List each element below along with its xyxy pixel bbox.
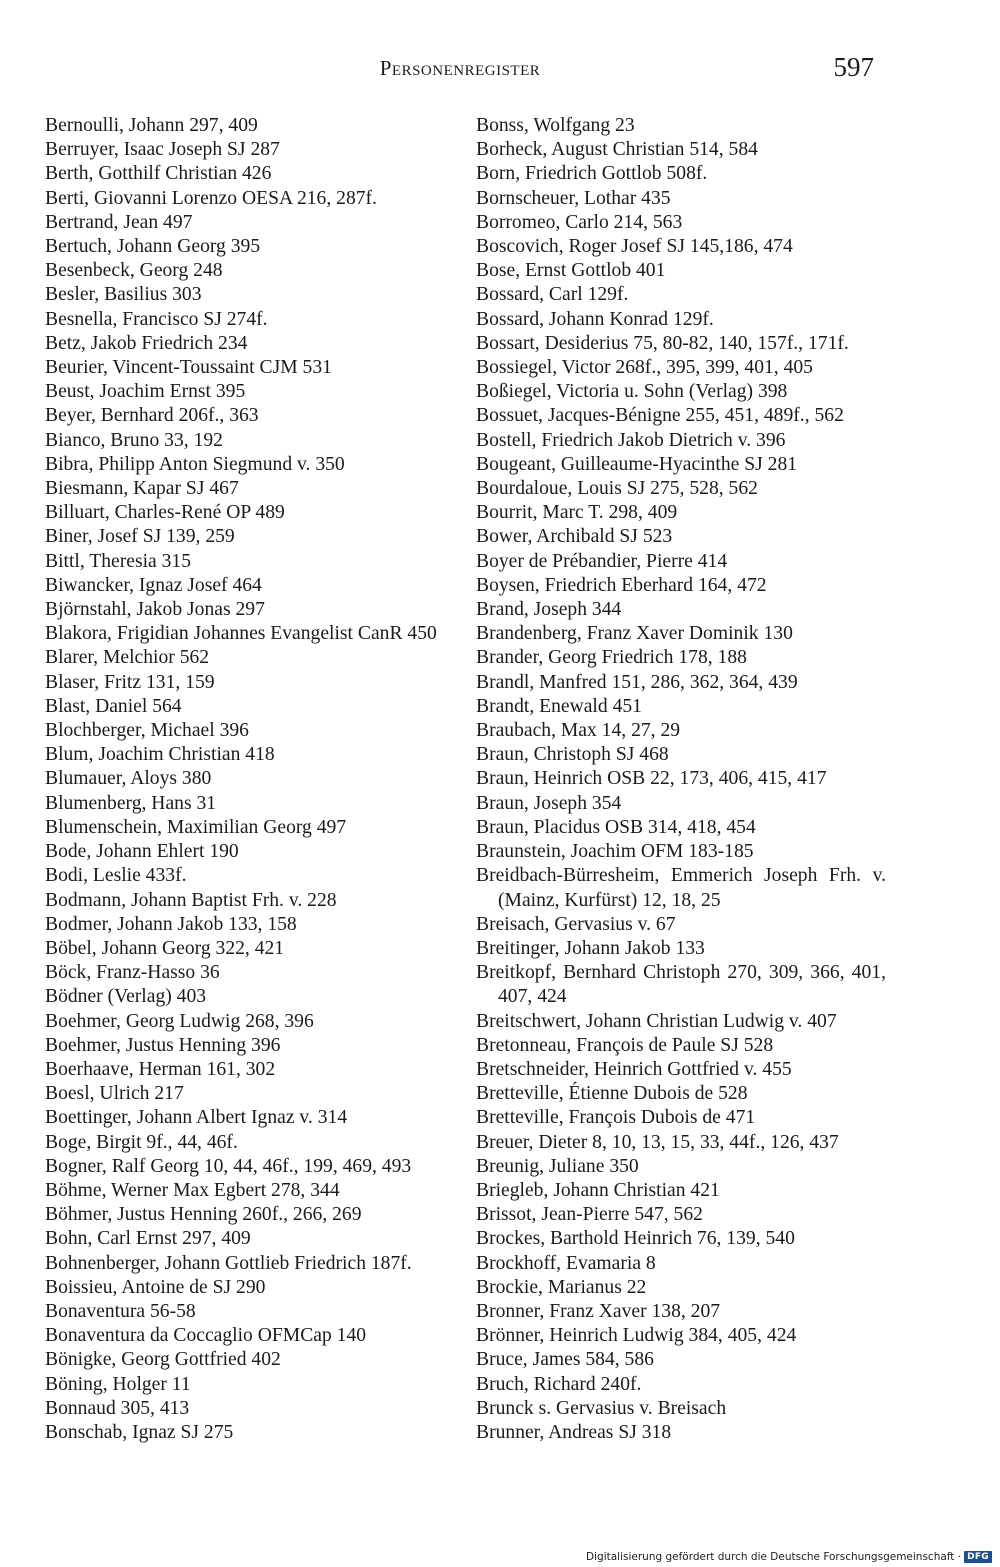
index-entry: Breuer, Dieter 8, 10, 13, 15, 33, 44f., 126, 437 xyxy=(476,1131,839,1153)
index-entry: Bödner (Verlag) 403 xyxy=(45,986,207,1008)
index-entry: Beurier, Vincent-Toussaint CJM 531 xyxy=(45,357,332,379)
index-entry: Breunig, Juliane 350 xyxy=(476,1155,639,1177)
index-entry: Bodi, Leslie 433f. xyxy=(45,865,187,887)
index-entry: Bernoulli, Johann 297, 409 xyxy=(45,115,258,136)
index-entry: Boysen, Friedrich Eberhard 164, 472 xyxy=(476,574,767,596)
index-entry: Brockes, Barthold Heinrich 76, 139, 540 xyxy=(476,1228,795,1250)
index-entry: Bonaventura da Coccaglio OFMCap 140 xyxy=(45,1325,367,1347)
index-entry: Bohn, Carl Ernst 297, 409 xyxy=(45,1228,251,1250)
index-entry: Berti, Giovanni Lorenzo OESA 216, 287f. xyxy=(45,187,377,209)
index-column-left xyxy=(45,114,455,1445)
index-entry: Braunstein, Joachim OFM 183-185 xyxy=(476,841,754,863)
index-entry: Boßiegel, Victoria u. Sohn (Verlag) 398 xyxy=(476,381,788,403)
index-entry: Blumenberg, Hans 31 xyxy=(45,792,217,814)
index-entry: Biesmann, Kapar SJ 467 xyxy=(45,478,239,500)
index-entry: Bourrit, Marc T. 298, 409 xyxy=(476,502,678,524)
index-entry: Bourdaloue, Louis SJ 275, 528, 562 xyxy=(476,478,758,500)
index-entry: Boesl, Ulrich 217 xyxy=(45,1083,184,1105)
index-entry: Bönigke, Georg Gottfried 402 xyxy=(45,1349,281,1371)
index-entry: Braun, Christoph SJ 468 xyxy=(476,744,669,766)
index-entry: Braun, Heinrich OSB 22, 173, 406, 415, 417 xyxy=(476,768,827,790)
index-entry: Bonss, Wolfgang 23 xyxy=(476,115,635,136)
index-entry: Böhmer, Justus Henning 260f., 266, 269 xyxy=(45,1204,362,1226)
index-entry: Betz, Jakob Friedrich 234 xyxy=(45,332,248,354)
index-entry: Bretteville, François Dubois de 471 xyxy=(476,1107,756,1129)
index-entry: Breitkopf, Bernhard Christoph 270, 309, 366, 401, 407, 424 xyxy=(476,962,886,1008)
index-entry: Boge, Birgit 9f., 44, 46f. xyxy=(45,1131,238,1153)
index-entry: Brand, Joseph 344 xyxy=(476,599,622,621)
index-entry: Bonaventura 56-58 xyxy=(45,1300,196,1322)
index-entry: Bibra, Philipp Anton Siegmund v. 350 xyxy=(45,453,345,475)
index-entry: Bertrand, Jean 497 xyxy=(45,211,193,233)
index-entry: Bossard, Johann Konrad 129f. xyxy=(476,308,714,330)
page-title: Personenregister xyxy=(379,56,541,80)
index-entry: Bruce, James 584, 586 xyxy=(476,1349,654,1371)
index-entry: Blaser, Fritz 131, 159 xyxy=(45,671,215,693)
index-entry: Björnstahl, Jakob Jonas 297 xyxy=(45,599,265,621)
index-entry: Böhme, Werner Max Egbert 278, 344 xyxy=(45,1179,340,1201)
index-entry: Brander, Georg Friedrich 178, 188 xyxy=(476,647,747,669)
index-entry: Berruyer, Isaac Joseph SJ 287 xyxy=(45,139,280,161)
index-entry: Blumauer, Aloys 380 xyxy=(45,768,212,790)
index-entry: Braun, Joseph 354 xyxy=(476,792,622,814)
index-entry: Borromeo, Carlo 214, 563 xyxy=(476,211,683,233)
index-entry: Bretschneider, Heinrich Gottfried v. 455 xyxy=(476,1058,792,1080)
index-entry: Boerhaave, Herman 161, 302 xyxy=(45,1058,276,1080)
index-entry: Besler, Basilius 303 xyxy=(45,284,202,306)
index-entry: Brockie, Marianus 22 xyxy=(476,1276,647,1298)
index-entry: Bose, Ernst Gottlob 401 xyxy=(476,260,666,282)
index-entry: Bossuet, Jacques-Bénigne 255, 451, 489f., 562 xyxy=(476,405,844,427)
dfg-logo: DFG xyxy=(964,1551,992,1563)
index-entry: Brockhoff, Evamaria 8 xyxy=(476,1252,656,1274)
index-entry: Bossard, Carl 129f. xyxy=(476,284,629,306)
index-entry: Bronner, Franz Xaver 138, 207 xyxy=(476,1300,721,1322)
index-column-right xyxy=(476,114,886,1445)
index-entry: Blarer, Melchior 562 xyxy=(45,647,210,669)
index-entry: Bittl, Theresia 315 xyxy=(45,550,192,572)
index-entry: Brunner, Andreas SJ 318 xyxy=(476,1421,672,1443)
index-entry: Breitinger, Johann Jakob 133 xyxy=(476,937,705,959)
index-entry: Boettinger, Johann Albert Ignaz v. 314 xyxy=(45,1107,348,1129)
index-entry: Bostell, Friedrich Jakob Dietrich v. 396 xyxy=(476,429,786,451)
index-entry: Bonschab, Ignaz SJ 275 xyxy=(45,1421,234,1443)
index-entry: Boyer de Prébandier, Pierre 414 xyxy=(476,550,728,572)
index-entry: Bornscheuer, Lothar 435 xyxy=(476,187,671,209)
index-entry: Berth, Gotthilf Christian 426 xyxy=(45,163,272,185)
index-entry: Bertuch, Johann Georg 395 xyxy=(45,236,261,258)
index-entry: Briegleb, Johann Christian 421 xyxy=(476,1179,720,1201)
index-entry: Blast, Daniel 564 xyxy=(45,695,182,717)
index-entry: Breitschwert, Johann Christian Ludwig v. 407 xyxy=(476,1010,837,1032)
index-entry: Breisach, Gervasius v. 67 xyxy=(476,913,676,935)
index-entry: Brunck s. Gervasius v. Breisach xyxy=(476,1397,727,1419)
index-entry: Biwancker, Ignaz Josef 464 xyxy=(45,574,262,596)
index-entry: Boehmer, Georg Ludwig 268, 396 xyxy=(45,1010,314,1032)
index-entry: Brandl, Manfred 151, 286, 362, 364, 439 xyxy=(476,671,798,693)
index-entry: Boscovich, Roger Josef SJ 145,186, 474 xyxy=(476,236,793,258)
index-entry: Biner, Josef SJ 139, 259 xyxy=(45,526,235,548)
index-entry: Böbel, Johann Georg 322, 421 xyxy=(45,937,285,959)
index-entry: Bossart, Desiderius 75, 80-82, 140, 157f., 171f. xyxy=(476,332,849,354)
index-entry: Bianco, Bruno 33, 192 xyxy=(45,429,223,451)
index-entry: Borheck, August Christian 514, 584 xyxy=(476,139,758,161)
index-entry: Beust, Joachim Ernst 395 xyxy=(45,381,246,403)
index-entry: Bode, Johann Ehlert 190 xyxy=(45,841,239,863)
index-entry: Braubach, Max 14, 27, 29 xyxy=(476,720,681,742)
index-entry: Bretonneau, François de Paule SJ 528 xyxy=(476,1034,774,1056)
digitization-footer xyxy=(586,1551,992,1563)
index-entry: Bodmer, Johann Jakob 133, 158 xyxy=(45,913,297,935)
index-entry: Bougeant, Guilleaume-Hyacinthe SJ 281 xyxy=(476,453,798,475)
index-entry: Boissieu, Antoine de SJ 290 xyxy=(45,1276,266,1298)
index-entry: Bohnenberger, Johann Gottlieb Friedrich 187f. xyxy=(45,1252,412,1274)
index-entry: Bogner, Ralf Georg 10, 44, 46f., 199, 469, 493 xyxy=(45,1155,412,1177)
index-entry: Billuart, Charles-René OP 489 xyxy=(45,502,285,524)
index-entry: Braun, Placidus OSB 314, 418, 454 xyxy=(476,816,756,838)
index-entry: Breidbach-Bürresheim, Emmerich Joseph Frh. v. (Mainz, Kurfürst) 12, 18, 25 xyxy=(476,865,886,911)
index-entry: Born, Friedrich Gottlob 508f. xyxy=(476,163,708,185)
index-entry: Besenbeck, Georg 248 xyxy=(45,260,223,282)
index-entry: Boehmer, Justus Henning 396 xyxy=(45,1034,281,1056)
index-entry: Besnella, Francisco SJ 274f. xyxy=(45,308,268,330)
index-entry: Bodmann, Johann Baptist Frh. v. 228 xyxy=(45,889,337,911)
index-entry: Blumenschein, Maximilian Georg 497 xyxy=(45,816,347,838)
index-entry: Brandenberg, Franz Xaver Dominik 130 xyxy=(476,623,793,645)
index-entry: Böck, Franz-Hasso 36 xyxy=(45,962,220,984)
index-entry: Bonnaud 305, 413 xyxy=(45,1397,190,1419)
index-entry: Bruch, Richard 240f. xyxy=(476,1373,642,1395)
index-entry: Blochberger, Michael 396 xyxy=(45,720,249,742)
index-entry: Blum, Joachim Christian 418 xyxy=(45,744,275,766)
index-entry: Brandt, Enewald 451 xyxy=(476,695,642,717)
index-entry: Beyer, Bernhard 206f., 363 xyxy=(45,405,259,427)
index-entry: Bretteville, Étienne Dubois de 528 xyxy=(476,1083,748,1105)
funding-note: Digitalisierung gefördert durch die Deutsche Forschungsgemeinschaft · xyxy=(586,1551,962,1563)
page-number: 597 xyxy=(833,52,874,82)
index-entry: Brönner, Heinrich Ludwig 384, 405, 424 xyxy=(476,1325,797,1347)
index-entry: Böning, Holger 11 xyxy=(45,1373,191,1395)
index-entry: Blakora, Frigidian Johannes Evangelist CanR 450 xyxy=(45,623,437,645)
index-entry: Bower, Archibald SJ 523 xyxy=(476,526,673,548)
index-entry: Bossiegel, Victor 268f., 395, 399, 401, 405 xyxy=(476,357,813,379)
index-entry: Brissot, Jean-Pierre 547, 562 xyxy=(476,1204,703,1226)
